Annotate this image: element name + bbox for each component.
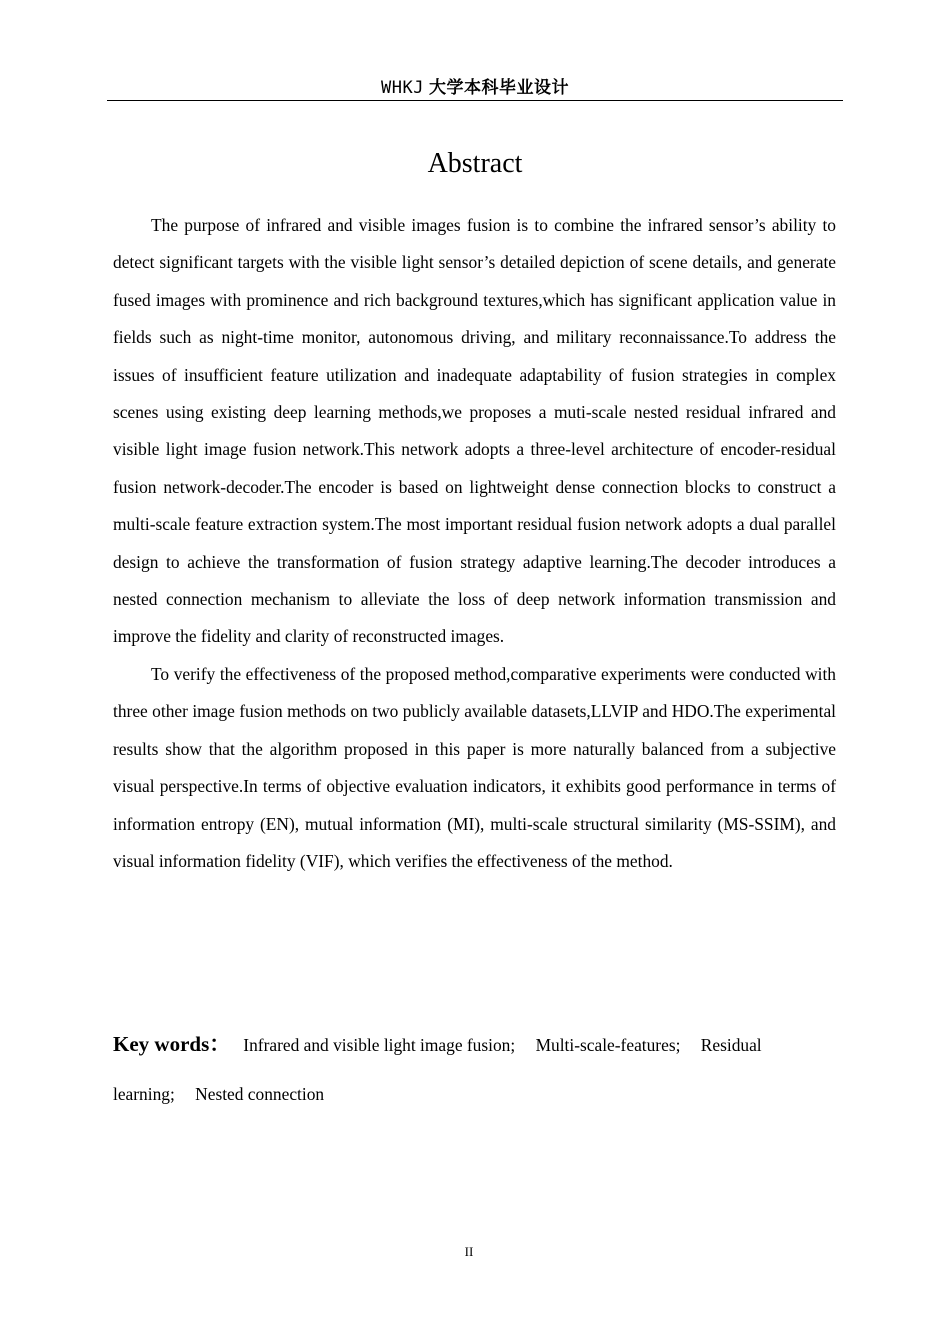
abstract-paragraph: To verify the effectiveness of the proposed method,comparative experiments were conducted with three other image fusion methods on two publicly available datasets,LLVIP and HDO.The experimental results show that the algorithm proposed in this paper is more naturally balanced from a subjective visual perspective.In terms of objective evaluation indicators, it exhibits good performance in terms of information entropy (EN), mutual information (MI), multi-scale structural similarity (MS-SSIM), and visual information fidelity (VIF), which verifies the effectiveness of the method. bbox=[113, 663, 836, 871]
abstract-title: Abstract bbox=[427, 148, 523, 179]
page-number: II bbox=[464, 1244, 474, 1259]
page-header bbox=[107, 74, 843, 100]
header-divider bbox=[107, 100, 843, 101]
keyword-item: Residual learning; bbox=[113, 1035, 762, 1104]
abstract-body bbox=[113, 207, 836, 880]
header-cjk-text: 大学本科毕业设计 bbox=[428, 78, 569, 98]
keywords-section bbox=[113, 1020, 836, 1119]
header-latin-text: WHKJ bbox=[381, 78, 424, 98]
keyword-item: Multi-scale-features; bbox=[535, 1035, 681, 1055]
abstract-paragraph: The purpose of infrared and visible images fusion is to combine the infrared sensor’s ability to detect significant targets with the visible light sensor’s detailed depiction of scene details, and generate fused images with prominence and rich background textures,which has significant application value in fields such as night-time monitor, autonomous driving, and military reconnaissance.To address the issues of insufficient feature utilization and inadequate adaptability of fusion strategies in complex scenes using existing deep learning methods,we proposes a muti-scale nested residual infrared and visible light image fusion network.This network adopts a three-level architecture of encoder-residual fusion network-decoder.The encoder is based on lightweight dense connection blocks to construct a multi-scale feature extraction system.The most important residual fusion network adopts a dual parallel design to achieve the transformation of fusion strategy adaptive learning.The decoder introduces a nested connection mechanism to alleviate the loss of deep network information transmission and improve the fidelity and clarity of reconstructed images. bbox=[113, 215, 836, 647]
keyword-item: Infrared and visible light image fusion; bbox=[243, 1035, 516, 1055]
keywords-label: Key words： bbox=[113, 1032, 231, 1056]
keyword-item: Nested connection bbox=[195, 1084, 325, 1104]
